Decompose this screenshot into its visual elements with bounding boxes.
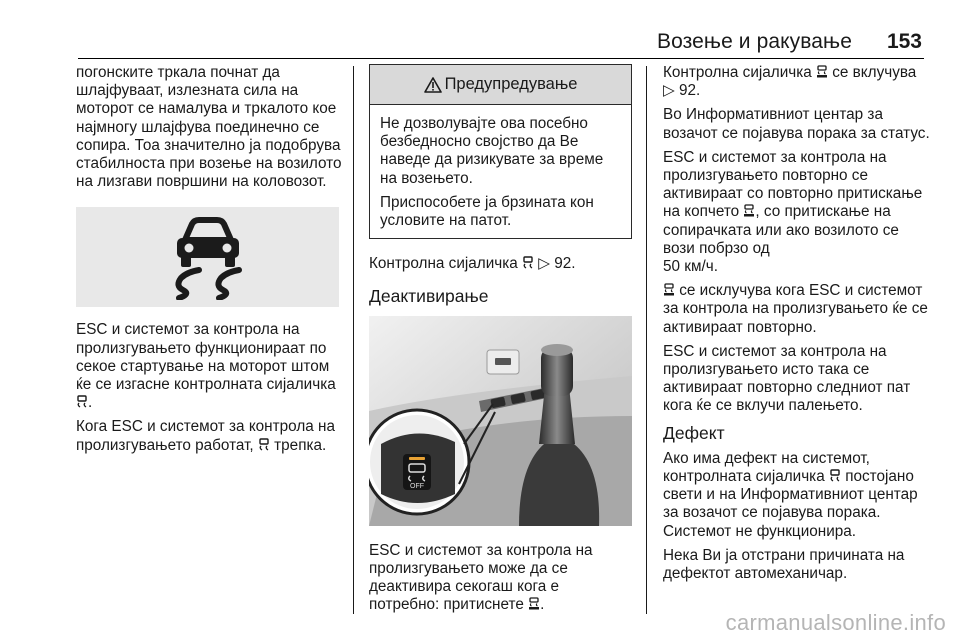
esc-off-icon [663, 283, 675, 296]
column-divider-right [646, 66, 647, 614]
paragraph: ESC и системот за контрола на пролизгувањето исто така се активираат повторно следниот пат кога ќе се вклучи палењето. [663, 342, 911, 415]
esc-warning-icon [829, 469, 841, 482]
paragraph: Нека Ви ја отстрани причината на дефектот автомеханичар. [663, 546, 905, 583]
warning-text: Приспособете ја брзината кон условите на патот. [380, 193, 594, 230]
paragraph: Контролна сијаличка се вклучува ▷ 92. [663, 64, 917, 100]
warning-triangle-icon [424, 77, 442, 93]
section-heading: Дефект [663, 422, 725, 443]
esc-symbol-figure [76, 207, 339, 307]
warning-text: Не дозволувајте ова посебно безбедносно својство да Ве наведе да ризикувате за време на возењето. [380, 115, 604, 187]
page-number: 153 [886, 30, 922, 53]
middle-column [369, 64, 632, 620]
section-heading: Деактивирање [369, 286, 489, 307]
paragraph: ESC и системот за контрола на пролизгувањето може да се деактивира секогаш кога е потребно: притиснете . [369, 541, 593, 614]
paragraph: Во Информативниот центар за возачот се појавува порака за статус. [663, 106, 930, 142]
paragraph: ESC и системот за контрола на пролизгувањето функционираат по секое стартување на моторот штом ќе се изгасне контролната сијаличка . [76, 321, 336, 412]
esc-off-icon [743, 204, 755, 217]
chapter-title: Возење и ракување [657, 30, 852, 53]
page-ref-icon: ▷ [538, 255, 551, 273]
paragraph: Ако има дефект на системот, контролната сијаличка постојано свети и на Информативниот центар за возачот се појавува порака. Системот не функционира. [663, 449, 918, 540]
esc-off-icon [528, 597, 540, 610]
warning-header [370, 65, 631, 105]
esc-warning-icon [76, 395, 88, 408]
esc-off-icon [816, 65, 828, 78]
header-rule [78, 58, 924, 59]
esc-off-button-photo [369, 316, 632, 526]
warning-box [369, 64, 632, 239]
paragraph: се исклучува кога ESC и системот за контрола на пролизгувањето ќе се активираат повторно. [663, 282, 928, 336]
paragraph: Кога ESC и системот за контрола на пролизгувањето работат, трепка. [76, 418, 335, 454]
warning-title: Предупредување [444, 75, 578, 94]
esc-warning-icon [522, 256, 534, 269]
left-column [76, 64, 342, 461]
paragraph: Контролна сијаличка ▷ 92. [369, 255, 576, 273]
page-ref-icon: ▷ [663, 82, 675, 100]
esc-warning-icon [258, 438, 270, 451]
right-column [663, 64, 931, 589]
page-header [0, 30, 960, 56]
paragraph: ESC и системот за контрола на пролизгувањето повторно се активираат со повторно притискање на копчето , со притискање на сопирачката или ако возилото се вози побрзо од 50 км/ч. [663, 148, 923, 276]
watermark: carmanualsonline.info [725, 610, 946, 635]
column-divider-left [353, 66, 354, 614]
paragraph: погонските тркала почнат да шлајфуваат, излезната сила на моторот се намалува и тркалото кое најмногу шлајфува поединечно се сопира. Тоа значително ја подобрува стабилноста при возење на возилото на лизгави површини на коловозот. [76, 64, 342, 191]
off-button-label: OFF [410, 482, 424, 490]
warning-body [370, 105, 631, 238]
esc-skidding-car-icon [163, 214, 253, 300]
